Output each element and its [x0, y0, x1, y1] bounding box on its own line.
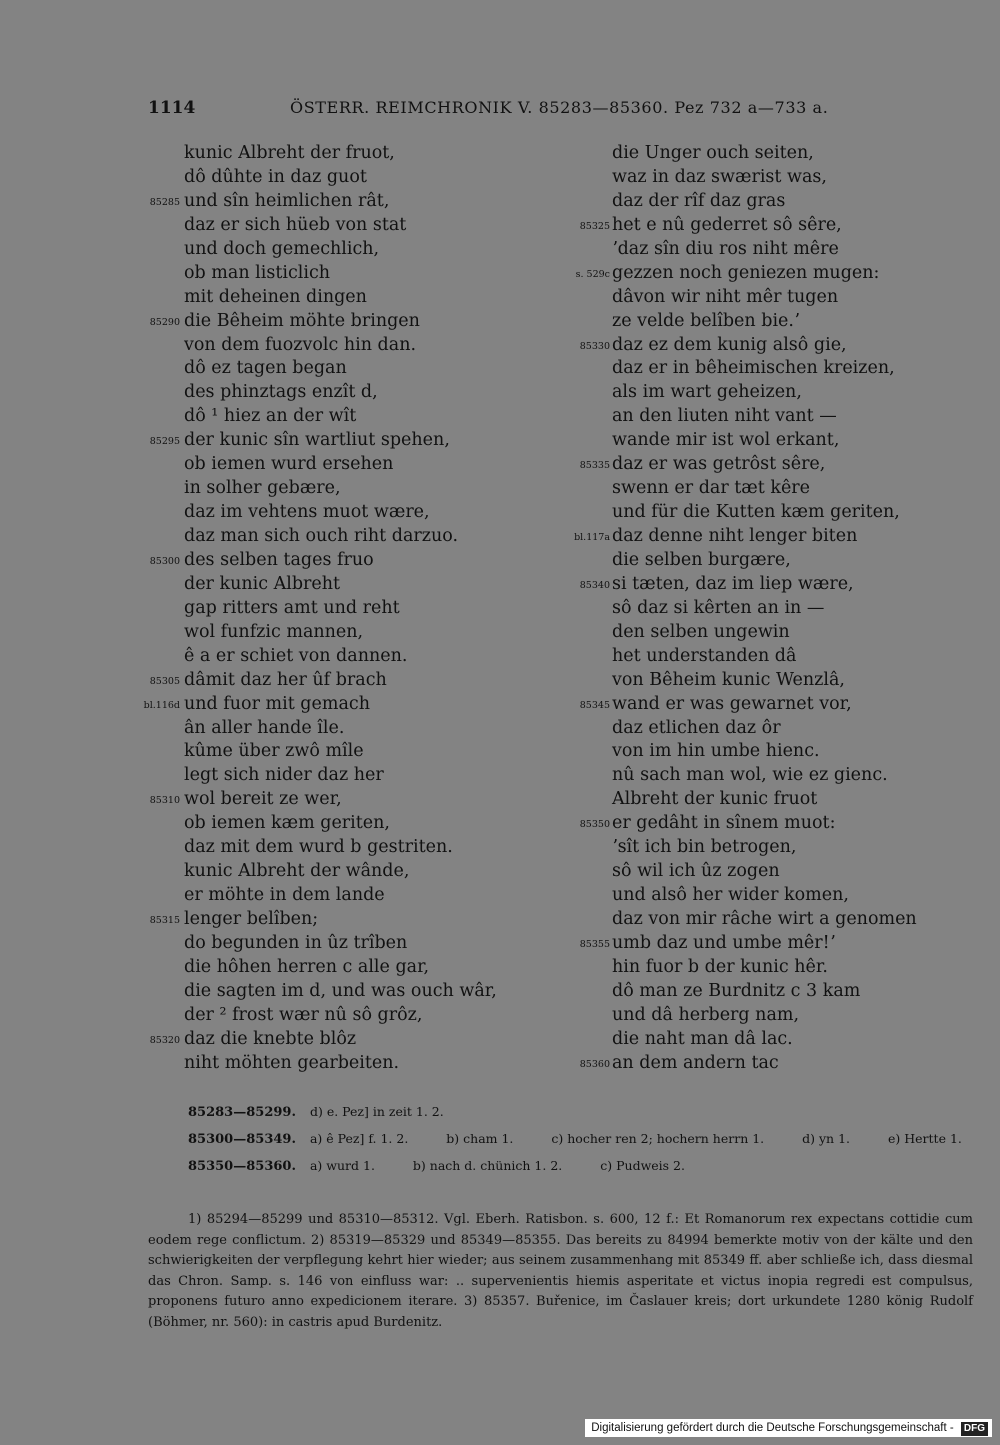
- verse-line: [140, 262, 580, 286]
- apparatus-entry: b) nach d. chünich 1. 2.: [412, 1158, 563, 1173]
- verse-line: [140, 238, 580, 262]
- verse-line: [140, 860, 580, 884]
- verse-text: wol funfzic mannen,: [184, 621, 364, 642]
- verse-text: do begunden in ûz trîben: [184, 932, 408, 953]
- verse-line: [140, 334, 580, 358]
- verse-text: der kunic sîn wartliut spehen,: [184, 430, 450, 451]
- verse-line: [140, 597, 580, 621]
- verse-text: daz die knebte blôz: [184, 1028, 357, 1049]
- verse-text: sô daz si kêrten an in —: [612, 597, 825, 618]
- verse-line: [568, 932, 948, 956]
- verse-text: ob iemen wurd ersehen: [184, 454, 394, 475]
- footnotes-text: 1) 85294—85299 und 85310—85312. Vgl. Eberh. Ratisbon. s. 600, 12 f.: Et Romanorum rex expectans cottidie cum eodem rege conflictum. 2) 85319—85329 und 85349—85355. Das bereits zu 84994 bemerkte motiv von der kälte und den schwierigkeiten der verpflegung kehrt hier wieder; aus seinem zusammenhang mit 85349 ff. aber schließe ich, dass diesmal das Chron. Samp. s. 146 von einfluss war: .. supervenientis hiemis asperitate et victus inopia regredi est compulsus, proponens futuro anno expedicionem iterare. 3) 85357. Buřenice, im Časlauer kreis; dort urkundete 1280 könig Rudolf (Böhmer, nr. 560): in castris apud Burdenitz.: [148, 1212, 973, 1330]
- apparatus-entry: a) wurd 1.: [309, 1158, 375, 1173]
- verse-text: het understanden dâ: [612, 645, 797, 666]
- verse-number: 85335: [579, 460, 610, 472]
- verse-line: [568, 310, 948, 334]
- apparatus-range: 85300—85349.: [188, 1132, 296, 1147]
- verse-line: [568, 573, 948, 597]
- verse-text: dô ez tagen began: [184, 358, 347, 379]
- verse-line: [568, 1028, 948, 1052]
- verse-text: als im wart geheizen,: [612, 382, 802, 403]
- verse-text: und für die Kutten kæm geriten,: [612, 502, 900, 523]
- verse-text: er möhte in dem lande: [184, 885, 385, 906]
- verse-number: bl.116d: [143, 699, 180, 711]
- verse-text: die selben burgære,: [612, 549, 791, 570]
- verse-number: 85290: [149, 316, 180, 328]
- footnotes: [148, 1210, 973, 1333]
- verse-line: [140, 142, 580, 166]
- verse-text: wol bereit ze wer,: [184, 789, 342, 810]
- verse-line: [568, 693, 948, 717]
- verse-line: [568, 453, 948, 477]
- verse-line: [568, 908, 948, 932]
- verse-text: an den liuten niht vant —: [612, 406, 837, 427]
- dfg-logo: DFG: [961, 1422, 988, 1436]
- verse-text: mit deheinen dingen: [184, 286, 367, 307]
- verse-text: er gedâht in sînem muot:: [612, 813, 836, 834]
- verse-number: 85355: [579, 938, 610, 950]
- verse-number: 85350: [579, 819, 610, 831]
- verse-text: ʼsît ich bin betrogen,: [612, 837, 797, 858]
- verse-line: [140, 357, 580, 381]
- verse-text: und alsô her wider komen,: [612, 885, 849, 906]
- verse-line: [140, 884, 580, 908]
- verse-text: niht möhten gearbeiten.: [184, 1052, 400, 1073]
- verse-text: hin fuor b der kunic hêr.: [612, 956, 828, 977]
- verse-line: [140, 381, 580, 405]
- verse-text: von im hin umbe hienc.: [612, 741, 820, 762]
- verse-text: ê a er schiet von dannen.: [184, 645, 408, 666]
- verse-line: [568, 1004, 948, 1028]
- verse-text: daz ez dem kunig alsô gie,: [612, 334, 847, 355]
- verse-line: [568, 621, 948, 645]
- page-number: 1114: [148, 98, 196, 118]
- verse-text: daz etlichen daz ôr: [612, 717, 781, 738]
- verse-text: daz mit dem wurd b gestriten.: [184, 837, 453, 858]
- apparatus-entry: c) hocher ren 2; hochern herrn 1.: [551, 1131, 765, 1146]
- verse-line: [568, 980, 948, 1004]
- verse-line: [568, 884, 948, 908]
- verse-text: sô wil ich ûz zogen: [612, 861, 780, 882]
- verse-line: [140, 836, 580, 860]
- verse-number: 85345: [579, 699, 610, 711]
- verse-line: [568, 286, 948, 310]
- verse-number: 85305: [149, 675, 180, 687]
- verse-text: daz der rîf daz gras: [612, 190, 786, 211]
- verse-line: [568, 334, 948, 358]
- verse-line: [568, 429, 948, 453]
- verse-text: legt sich nider daz her: [184, 765, 384, 786]
- verse-line: [140, 573, 580, 597]
- verse-line: [568, 381, 948, 405]
- verse-text: daz er in bêheimischen kreizen,: [612, 358, 895, 379]
- verse-text: gap ritters amt und reht: [184, 597, 400, 618]
- verse-line: [568, 860, 948, 884]
- verse-text: ân aller hande île.: [184, 717, 345, 738]
- apparatus-entry: c) Pudweis 2.: [600, 1158, 685, 1173]
- verse-text: an dem andern tac: [612, 1052, 779, 1073]
- dfg-footer: [585, 1419, 992, 1437]
- apparatus-entry: b) cham 1.: [446, 1131, 514, 1146]
- verse-line: [140, 764, 580, 788]
- verse-text: ob iemen kæm geriten,: [184, 813, 390, 834]
- verse-text: ob man listiclich: [184, 262, 331, 283]
- verse-line: [568, 812, 948, 836]
- verse-text: gezzen noch geniezen mugen:: [612, 262, 880, 283]
- verse-text: und sîn heimlichen rât,: [184, 190, 390, 211]
- verse-line: [140, 453, 580, 477]
- verse-text: wand er was gewarnet vor,: [612, 693, 852, 714]
- verse-text: die Unger ouch seiten,: [612, 143, 814, 163]
- verse-text: die Bêheim möhte bringen: [184, 310, 420, 331]
- verse-line: [568, 549, 948, 573]
- footer-text: Digitalisierung gefördert durch die Deutsche Forschungsgemeinschaft -: [591, 1422, 954, 1434]
- verse-text: daz er sich hüeb von stat: [184, 214, 407, 235]
- verse-line: [568, 645, 948, 669]
- verse-line: [568, 166, 948, 190]
- verse-text: die sagten im d, und was ouch wâr,: [184, 980, 497, 1001]
- verse-line: [568, 788, 948, 812]
- verse-number: bl.117a: [574, 532, 610, 543]
- verse-text: daz man sich ouch riht darzuo.: [184, 526, 459, 546]
- verse-line: [140, 740, 580, 764]
- verse-line: [568, 238, 948, 262]
- verse-text: des phinztags enzît d,: [184, 382, 378, 403]
- verse-line: [140, 549, 580, 573]
- apparatus-row: [188, 1131, 988, 1147]
- verse-text: dâvon wir niht mêr tugen: [612, 286, 839, 307]
- verse-line: [140, 621, 580, 645]
- verse-text: von dem fuozvolc hin dan.: [184, 334, 417, 355]
- verse-line: [568, 357, 948, 381]
- apparatus-entry: d) e. Pez] in zeit 1. 2.: [309, 1104, 444, 1119]
- verse-line: [140, 980, 580, 1004]
- verse-text: umb daz und umbe mêr!ʼ: [612, 932, 836, 953]
- verse-text: der ² frost wær nû sô grôz,: [184, 1004, 423, 1025]
- verse-text: und fuor mit gemach: [184, 693, 370, 714]
- verse-text: lenger belîben;: [184, 909, 319, 929]
- page-header: [148, 98, 838, 122]
- verse-line: [140, 405, 580, 429]
- verse-line: [140, 501, 580, 525]
- verse-number: 85285: [149, 196, 180, 208]
- verse-text: und dâ herberg nam,: [612, 1004, 800, 1025]
- verse-text: dô man ze Burdnitz c 3 kam: [612, 980, 861, 1001]
- verse-line: [568, 740, 948, 764]
- verse-line: [140, 932, 580, 956]
- verse-line: [140, 812, 580, 836]
- verse-text: den selben ungewin: [612, 621, 790, 642]
- apparatus-entry: a) ê Pez] f. 1. 2.: [309, 1131, 409, 1146]
- verse-text: dô dûhte in daz guot: [184, 166, 367, 187]
- verse-number: 85315: [149, 915, 180, 926]
- verse-number: 85360: [579, 1058, 610, 1070]
- verse-line: [568, 405, 948, 429]
- verse-text: kunic Albreht der wânde,: [184, 861, 410, 882]
- verse-text: des selben tages fruo: [184, 549, 374, 570]
- apparatus-row: [188, 1158, 988, 1174]
- verse-text: daz denne niht lenger biten: [612, 526, 858, 546]
- verse-line: [568, 262, 948, 286]
- verse-line: [140, 669, 580, 693]
- apparatus-range: 85350—85360.: [188, 1159, 296, 1174]
- verse-line: [140, 477, 580, 501]
- verse-line: [140, 788, 580, 812]
- verse-line: [568, 190, 948, 214]
- verse-line: [568, 764, 948, 788]
- verse-line: [568, 717, 948, 741]
- verse-line: [568, 1052, 948, 1076]
- running-title: ÖSTERR. REIMCHRONIK V. 85283—85360. Pez 732 a—733 a.: [290, 98, 829, 117]
- verse-number: s. 529c: [575, 268, 610, 280]
- verse-line: [140, 693, 580, 717]
- verse-line: [568, 836, 948, 860]
- verse-text: der kunic Albreht: [184, 573, 341, 594]
- verse-text: daz er was getrôst sêre,: [612, 454, 826, 475]
- verse-text: daz im vehtens muot wære,: [184, 502, 430, 523]
- verse-text: kunic Albreht der fruot,: [184, 143, 395, 163]
- verse-line: [568, 477, 948, 501]
- verse-number: 85330: [579, 340, 610, 352]
- apparatus-entry: e) Hertte 1.: [888, 1131, 962, 1146]
- apparatus-range: 85283—85299.: [188, 1105, 296, 1120]
- verse-line: [140, 956, 580, 980]
- right-verse-column: [568, 142, 948, 1076]
- verse-text: waz in daz swærist was,: [612, 166, 827, 187]
- left-verse-column: [140, 142, 580, 1076]
- verse-number: 85300: [149, 555, 180, 567]
- verse-line: [568, 525, 948, 549]
- verse-line: [140, 166, 580, 190]
- verse-line: [568, 956, 948, 980]
- verse-text: wande mir ist wol erkant,: [612, 430, 840, 451]
- verse-text: von Bêheim kunic Wenzlâ,: [612, 669, 845, 690]
- verse-text: dô ¹ hiez an der wît: [184, 406, 357, 427]
- verse-text: swenn er dar tæt kêre: [612, 478, 811, 499]
- verse-number: 85325: [579, 220, 610, 232]
- verse-line: [140, 214, 580, 238]
- verse-line: [140, 717, 580, 741]
- verse-line: [140, 645, 580, 669]
- verse-line: [568, 669, 948, 693]
- verse-text: in solher gebære,: [184, 478, 341, 499]
- verse-text: Albreht der kunic fruot: [612, 789, 818, 810]
- verse-text: die hôhen herren c alle gar,: [184, 956, 430, 977]
- verse-text: kûme über zwô mîle: [184, 741, 364, 762]
- verse-line: [140, 908, 580, 932]
- verse-line: [140, 1028, 580, 1052]
- verse-text: nû sach man wol, wie ez gienc.: [612, 765, 888, 786]
- verse-text: die naht man dâ lac.: [612, 1028, 793, 1049]
- verse-text: ʼdaz sîn diu ros niht mêre: [612, 238, 839, 259]
- verse-line: [140, 310, 580, 334]
- verse-line: [568, 597, 948, 621]
- verse-line: [568, 501, 948, 525]
- verse-line: [140, 429, 580, 453]
- verse-text: si tæten, daz im liep wære,: [612, 573, 854, 594]
- verse-line: [140, 1052, 580, 1076]
- verse-text: dâmit daz her ûf brach: [184, 669, 387, 690]
- verse-number: 85320: [149, 1034, 180, 1046]
- verse-line: [568, 142, 948, 166]
- verse-line: [568, 214, 948, 238]
- verse-text: het e nû gederret sô sêre,: [612, 214, 842, 235]
- verse-number: 85310: [149, 795, 180, 807]
- verse-line: [140, 1004, 580, 1028]
- verse-line: [140, 286, 580, 310]
- verse-number: 85295: [149, 436, 180, 448]
- verse-text: und doch gemechlich,: [184, 238, 380, 259]
- verse-number: 85340: [579, 579, 610, 591]
- verse-text: daz von mir râche wirt a genomen: [612, 909, 917, 929]
- verse-line: [140, 190, 580, 214]
- verse-line: [140, 525, 580, 549]
- apparatus-entry: d) yn 1.: [802, 1131, 851, 1146]
- verse-text: ze velde belîben bie.ʼ: [612, 310, 800, 331]
- apparatus-row: [188, 1104, 988, 1120]
